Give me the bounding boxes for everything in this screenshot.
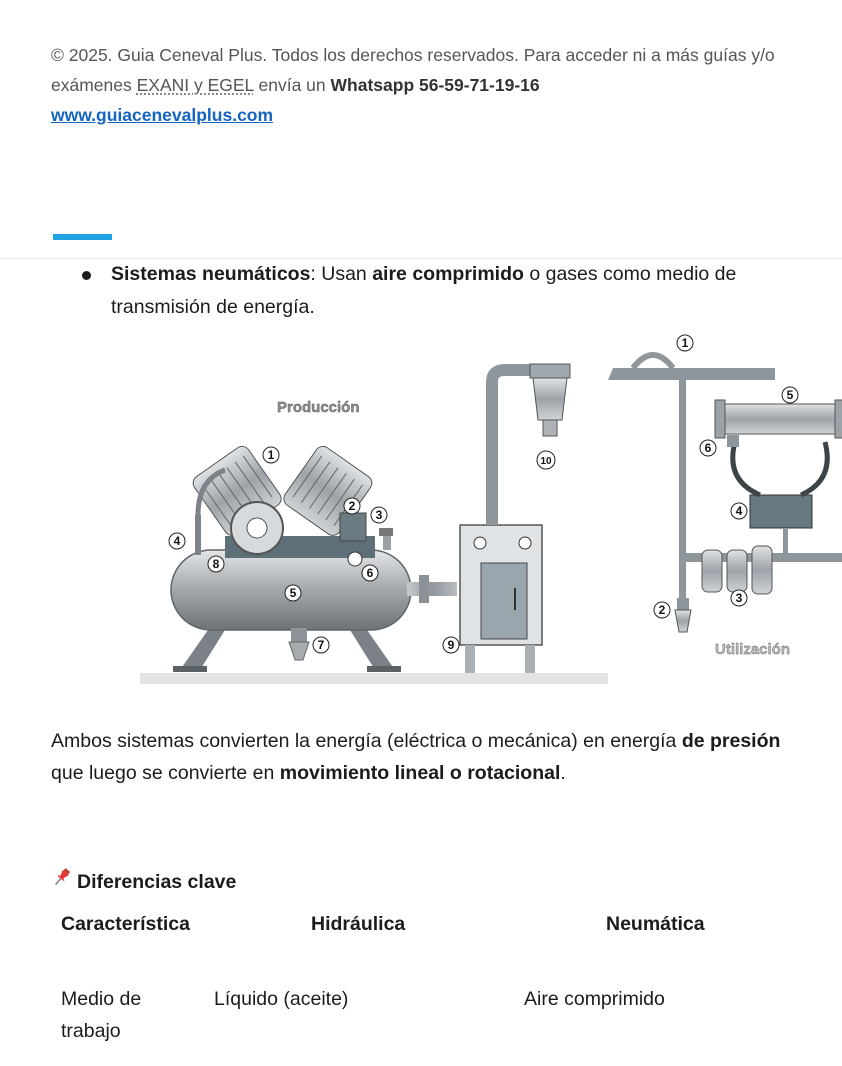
- callout-6: 6: [366, 566, 374, 580]
- site-link[interactable]: www.guiacenevalplus.com: [51, 105, 274, 125]
- body-paragraph: [51, 725, 791, 789]
- paragraph-text-2: que luego se convierte en: [51, 762, 280, 784]
- paragraph-text-3: .: [560, 762, 566, 784]
- table-header-hidraulica: Hidráulica: [311, 913, 406, 935]
- callout-1-util: 1: [681, 336, 689, 350]
- callout-3-util: 3: [735, 591, 743, 605]
- pneumatic-system-diagram: [135, 330, 842, 695]
- table-header-caracteristica: Característica: [61, 913, 190, 935]
- bullet-strong: aire comprimido: [372, 263, 524, 285]
- callout-4: 4: [173, 534, 181, 548]
- main-pipe: [492, 370, 530, 525]
- paragraph-text-1: Ambos sistemas convierten la energía (eléctrica o mecánica) en energía: [51, 730, 682, 752]
- callout-5-util: 5: [786, 388, 794, 402]
- paragraph-bold-1: de presión: [681, 730, 781, 752]
- table-cell-hidraulica: Líquido (aceite): [214, 988, 349, 1010]
- callout-6-util: 6: [704, 441, 712, 455]
- callout-8: 8: [212, 557, 220, 571]
- table-cell-neumatica: Aire comprimido: [524, 988, 665, 1010]
- motor: [340, 513, 366, 541]
- section-accent-bar: [53, 234, 112, 240]
- copyright-mid-text: envía un: [253, 75, 331, 95]
- copyright-text: © 2025. Guia Ceneval Plus. Todos los derechos reservados. Para acceder ni a más guías y/o exámenes: [51, 45, 775, 95]
- actuator-cylinder: [720, 404, 842, 434]
- callout-1: 1: [267, 448, 275, 462]
- bullet-text-b: o gases como medio de transmisión de energía.: [111, 263, 737, 318]
- filter-unit: [533, 378, 567, 420]
- pushpin-icon: [51, 866, 77, 894]
- callout-9: 9: [447, 638, 455, 652]
- callout-5: 5: [289, 586, 297, 600]
- copyright-notice: [51, 40, 831, 130]
- paragraph-bold-2: movimiento lineal o rotacional: [279, 762, 561, 784]
- ground-slab: [140, 673, 608, 684]
- table-cell-caracteristica: Medio de trabajo: [61, 988, 142, 1042]
- utilizacion-label: Utilización: [715, 641, 791, 658]
- callout-7: 7: [317, 638, 325, 652]
- table-header-neumatica: Neumática: [606, 913, 705, 935]
- bullet-dot: [82, 271, 91, 280]
- section-heading: [51, 866, 236, 894]
- whatsapp-contact: Whatsapp 56-59-71-19-16: [330, 75, 540, 95]
- callout-2-util: 2: [658, 603, 666, 617]
- exams-link[interactable]: EXANI y EGEL: [136, 75, 254, 95]
- drain-valve: [289, 642, 309, 660]
- bullet-text: [111, 258, 811, 324]
- section-title-text: Diferencias clave: [77, 871, 237, 893]
- valve-block: [750, 495, 812, 528]
- callout-4-util: 4: [735, 504, 743, 518]
- callout-3: 3: [375, 508, 383, 522]
- produccion-label: Producción: [277, 399, 360, 416]
- callout-2: 2: [348, 499, 356, 513]
- bullet-term: Sistemas neumáticos: [111, 263, 311, 285]
- distribution-rail: [608, 368, 775, 380]
- callout-10: 10: [540, 456, 552, 467]
- bullet-text-a: : Usan: [310, 263, 373, 285]
